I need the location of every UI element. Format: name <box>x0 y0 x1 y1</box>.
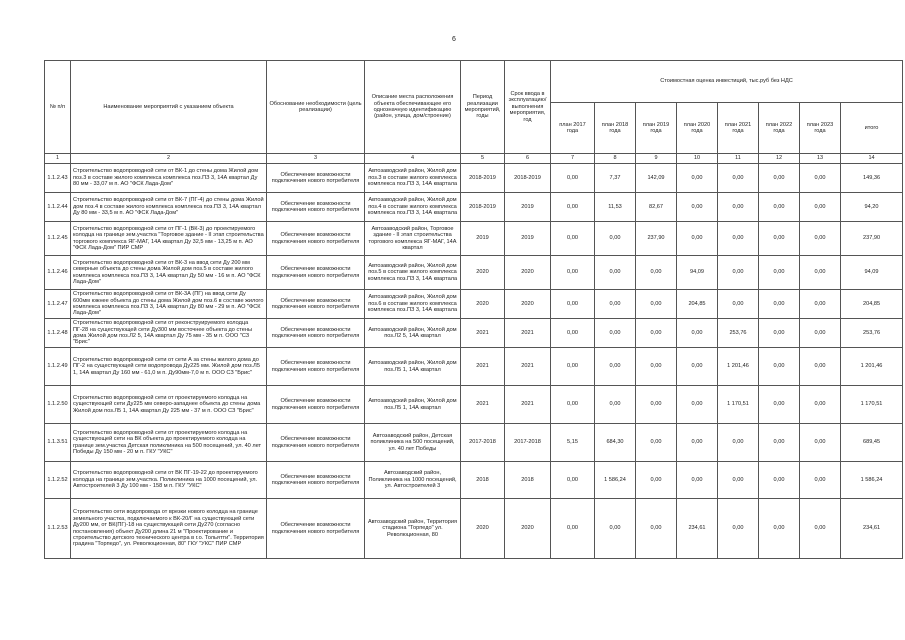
row-year-value: 0,00 <box>595 290 636 319</box>
table-row <box>45 222 903 256</box>
row-year-value: 0,00 <box>759 499 800 559</box>
row-year-value: 0,00 <box>551 290 595 319</box>
row-year-value: 0,00 <box>718 256 759 290</box>
column-index: 12 <box>759 154 800 164</box>
row-number: 1.1.2.53 <box>45 499 71 559</box>
header-total: итого <box>841 102 903 153</box>
table-row <box>45 319 903 348</box>
header-num: № п/п <box>45 61 71 154</box>
column-index: 14 <box>841 154 903 164</box>
row-name: Строительство водопроводной сети от сети А за стены жилого дома до ПГ-2 на существующей сети водопровода Ду225 мм. Жилой дом поз.Л5 1, 14А квартал Ду 160 мм - 61,0 м п. Ду90мм-7,0 м п. ООО СЗ "Брис" <box>71 348 267 386</box>
row-year-value: 0,00 <box>551 222 595 256</box>
row-name: Строительство водопроводной сети от ВК-7 (ПГ-4) до стены дома Жилой дом поз.4 в составе жилого комплекса комплекса поз.ПЗ 3, 14А квартал Ду 80 мм - 33,5 м п. АО "ФСК Лада-Дом" <box>71 193 267 222</box>
row-year-value: 0,00 <box>551 164 595 193</box>
row-reason: Обеспечение возможности подключения нового потребителя <box>267 499 365 559</box>
row-year-value: 0,00 <box>800 193 841 222</box>
row-year-value: 0,00 <box>800 386 841 424</box>
row-name: Строительство водопроводной сети от ВК-1 до стены дома Жилой дом поз.3 в составе жилого комплекса комплекса поз.ПЗ 3, 14А квартал Ду 80 мм - 33,07 м п. АО "ФСК Лада-Дом" <box>71 164 267 193</box>
column-index: 13 <box>800 154 841 164</box>
table-row <box>45 164 903 193</box>
row-year-value: 0,00 <box>759 348 800 386</box>
row-name: Строительство водопроводной сети от ВК ПГ-19-22 до проектируемого колодца на границе зем.участка. Поликлиника на 1000 посещений, ул. Автостроителей 3 Ду 100 мм - 158 м п. ГКУ "УКС" <box>71 462 267 499</box>
header-cost-group: Стоимостная оценка инвестиций, тыс.руб без НДС <box>551 61 903 103</box>
row-number: 1.1.2.50 <box>45 386 71 424</box>
row-location: Автозаводский район, Жилой дом поз.Л5 1, 14А квартал <box>365 386 461 424</box>
row-number: 1.1.2.48 <box>45 319 71 348</box>
header-year: план 2018 года <box>595 102 636 153</box>
row-year-value: 0,00 <box>718 193 759 222</box>
row-year-value: 0,00 <box>636 256 677 290</box>
row-year-value: 142,09 <box>636 164 677 193</box>
row-period: 2020 <box>461 499 505 559</box>
column-index: 1 <box>45 154 71 164</box>
row-year-value: 0,00 <box>677 319 718 348</box>
table-row <box>45 462 903 499</box>
column-index: 8 <box>595 154 636 164</box>
row-year-value: 0,00 <box>551 319 595 348</box>
row-year-value: 234,61 <box>677 499 718 559</box>
row-year-value: 0,00 <box>800 462 841 499</box>
row-reason: Обеспечение возможности подключения нового потребителя <box>267 290 365 319</box>
row-deadline: 2017-2018 <box>505 424 551 462</box>
row-deadline: 2020 <box>505 256 551 290</box>
row-year-value: 0,00 <box>759 319 800 348</box>
row-year-value: 1 170,51 <box>718 386 759 424</box>
row-number: 1.1.2.44 <box>45 193 71 222</box>
row-year-value: 0,00 <box>677 462 718 499</box>
row-reason: Обеспечение возможности подключения нового потребителя <box>267 256 365 290</box>
row-year-value: 1 201,46 <box>718 348 759 386</box>
column-index: 9 <box>636 154 677 164</box>
row-year-value: 0,00 <box>718 424 759 462</box>
row-year-value: 0,00 <box>718 290 759 319</box>
header-year: план 2019 года <box>636 102 677 153</box>
row-year-value: 82,67 <box>636 193 677 222</box>
row-period: 2019 <box>461 222 505 256</box>
row-year-value: 0,00 <box>800 424 841 462</box>
row-year-value: 1 586,24 <box>595 462 636 499</box>
row-reason: Обеспечение возможности подключения нового потребителя <box>267 424 365 462</box>
row-year-value: 0,00 <box>677 348 718 386</box>
header-deadline: Срок ввода в эксплуатацию/выполнения мероприятия, год <box>505 61 551 154</box>
header-name: Наименование мероприятий с указанием объекта <box>71 61 267 154</box>
row-year-value: 0,00 <box>800 290 841 319</box>
row-location: Автозаводский район, Жилой дом поз.Л2 5, 14А квартал <box>365 319 461 348</box>
column-index: 11 <box>718 154 759 164</box>
row-year-value: 0,00 <box>677 164 718 193</box>
column-index: 5 <box>461 154 505 164</box>
row-number: 1.1.3.51 <box>45 424 71 462</box>
row-year-value: 0,00 <box>636 386 677 424</box>
row-year-value: 0,00 <box>636 499 677 559</box>
row-reason: Обеспечение возможности подключения нового потребителя <box>267 222 365 256</box>
row-total: 204,85 <box>841 290 903 319</box>
row-year-value: 0,00 <box>677 424 718 462</box>
header-location: Описание места расположения объекта обеспечивающее его однозначную идентификацию (район, улица, дом/строение) <box>365 61 461 154</box>
row-number: 1.1.2.47 <box>45 290 71 319</box>
row-year-value: 0,00 <box>636 348 677 386</box>
row-year-value: 0,00 <box>800 319 841 348</box>
row-year-value: 0,00 <box>595 348 636 386</box>
header-year: план 2020 года <box>677 102 718 153</box>
row-location: Автозаводский район, Жилой дом поз.3 в составе жилого комплекса комплекса поз.ПЗ 3, 14А квартала <box>365 164 461 193</box>
row-number: 1.1.2.45 <box>45 222 71 256</box>
row-year-value: 0,00 <box>551 256 595 290</box>
row-total: 94,09 <box>841 256 903 290</box>
row-total: 237,90 <box>841 222 903 256</box>
row-year-value: 0,00 <box>800 499 841 559</box>
row-total: 94,20 <box>841 193 903 222</box>
row-year-value: 0,00 <box>636 462 677 499</box>
row-name: Строительство водопроводной сети от ВК-3А (ПГ) на ввод сети Ду 600мм южнее объекта до стены дома Жилой дом поз.6 в составе жилого комплекса комплекса поз.ПЗ 3, 14А квартал Ду 80 мм - 29 м п. АО "ФСК Лада-Дом" <box>71 290 267 319</box>
row-number: 1.1.2.46 <box>45 256 71 290</box>
row-number: 1.1.2.52 <box>45 462 71 499</box>
table-row <box>45 499 903 559</box>
row-year-value: 0,00 <box>551 386 595 424</box>
row-year-value: 0,00 <box>551 462 595 499</box>
row-deadline: 2018-2019 <box>505 164 551 193</box>
row-period: 2018 <box>461 462 505 499</box>
row-location: Автозаводский район, Поликлиника на 1000 посещений, ул. Автостроителей 3 <box>365 462 461 499</box>
row-year-value: 0,00 <box>595 256 636 290</box>
row-year-value: 0,00 <box>800 164 841 193</box>
row-number: 1.1.2.49 <box>45 348 71 386</box>
row-reason: Обеспечение возможности подключения нового потребителя <box>267 348 365 386</box>
header-reason: Обоснование необходимости (цель реализации) <box>267 61 365 154</box>
row-total: 149,36 <box>841 164 903 193</box>
row-period: 2021 <box>461 348 505 386</box>
row-year-value: 11,53 <box>595 193 636 222</box>
header-year: план 2017 года <box>551 102 595 153</box>
row-year-value: 0,00 <box>718 222 759 256</box>
table-row <box>45 424 903 462</box>
row-year-value: 0,00 <box>636 319 677 348</box>
table-row <box>45 193 903 222</box>
row-year-value: 7,37 <box>595 164 636 193</box>
row-year-value: 0,00 <box>677 193 718 222</box>
row-location: Автозаводский район, Территория стадиона "Торпедо" ул. Революционная, 80 <box>365 499 461 559</box>
column-index: 7 <box>551 154 595 164</box>
row-deadline: 2018 <box>505 462 551 499</box>
page-number: 6 <box>452 36 456 43</box>
row-period: 2021 <box>461 319 505 348</box>
row-year-value: 0,00 <box>636 424 677 462</box>
row-year-value: 0,00 <box>551 499 595 559</box>
row-period: 2018-2019 <box>461 164 505 193</box>
row-period: 2017-2018 <box>461 424 505 462</box>
row-year-value: 684,30 <box>595 424 636 462</box>
row-year-value: 0,00 <box>636 290 677 319</box>
row-year-value: 0,00 <box>595 386 636 424</box>
row-total: 1 201,46 <box>841 348 903 386</box>
row-deadline: 2019 <box>505 193 551 222</box>
table-row <box>45 386 903 424</box>
row-number: 1.1.2.43 <box>45 164 71 193</box>
row-period: 2020 <box>461 256 505 290</box>
row-location: Автозаводский район, Жилой дом поз.6 в составе жилого комплекса комплекса поз.ПЗ 3, 14А квартала <box>365 290 461 319</box>
row-reason: Обеспечение возможности подключения нового потребителя <box>267 386 365 424</box>
row-year-value: 5,15 <box>551 424 595 462</box>
row-year-value: 0,00 <box>677 222 718 256</box>
row-name: Строительство водопроводной сети от проектируемого колодца на существующей сети Ду225 мм северо-западнее объекта до стены дома Жилой дом поз.Л5 1, 14А квартал Ду 225 мм - 37 м п. ООО СЗ "Брис" <box>71 386 267 424</box>
row-year-value: 0,00 <box>718 462 759 499</box>
row-year-value: 237,90 <box>636 222 677 256</box>
row-year-value: 0,00 <box>800 222 841 256</box>
row-period: 2020 <box>461 290 505 319</box>
column-index: 2 <box>71 154 267 164</box>
table-row <box>45 348 903 386</box>
row-location: Автозаводский район, Торговое здание - II этап строительства торгового комплекса ЯГ-МАГ, 14А квартал <box>365 222 461 256</box>
row-location: Автозаводский район, Жилой дом поз.4 в составе жилого комплекса комплекса поз.ПЗ 3, 14А квартала <box>365 193 461 222</box>
row-name: Строительство водопроводной сети от ПГ-1 (ВК-3) до проектируемого колодца на границе зем.участка "Торговое здание - II этап строительства торгового комплекса ЯГ-МАГ, 14А квартал Ду 32,5 мм - 13,25 м п. АО "ФСК Лада-Дом" ПИР СМР <box>71 222 267 256</box>
row-location: Автозаводский район, Жилой дом поз.5 в составе жилого комплекса комплекса поз.ПЗ 3, 14А квартала <box>365 256 461 290</box>
row-deadline: 2021 <box>505 319 551 348</box>
row-year-value: 0,00 <box>759 222 800 256</box>
column-index: 10 <box>677 154 718 164</box>
row-year-value: 0,00 <box>759 256 800 290</box>
header-period: Период реализации мероприятий, годы <box>461 61 505 154</box>
table-row <box>45 290 903 319</box>
row-deadline: 2020 <box>505 290 551 319</box>
row-name: Строительство сети водопровода от врезки нового колодца на границе земельного участка, подключаемого к ВК-20/Г на существующей сети Ду200 мм, от ВК(ПГ)-18 на существующей сети Ду270 (согласно постановления) объект Ду200 длина 21 м "Проектирование и строительство детского технического центра в г.о. Тольятти". Территория градина "Торпедо", ул. Революционная, 80" ГКУ "УКС" ПИР СМР <box>71 499 267 559</box>
row-year-value: 253,76 <box>718 319 759 348</box>
row-location: Автозаводский район, Жилой дом поз.Л5 1, 14А квартал <box>365 348 461 386</box>
header-year: план 2021 года <box>718 102 759 153</box>
row-year-value: 0,00 <box>759 193 800 222</box>
row-total: 234,61 <box>841 499 903 559</box>
row-year-value: 0,00 <box>759 164 800 193</box>
row-reason: Обеспечение возможности подключения нового потребителя <box>267 462 365 499</box>
row-total: 689,45 <box>841 424 903 462</box>
row-name: Строительство водопроводной сети от проектируемого колодца на существующей сети на ВК объекта до проектируемого колодца на границе зем.участка Детская поликлиника на 500 посещений, ул. 40 лет Победы Ду 150 мм - 20 м п. ГКУ "УКС" <box>71 424 267 462</box>
row-year-value: 0,00 <box>718 164 759 193</box>
row-year-value: 0,00 <box>595 319 636 348</box>
row-year-value: 204,85 <box>677 290 718 319</box>
column-index: 3 <box>267 154 365 164</box>
row-year-value: 0,00 <box>759 386 800 424</box>
row-year-value: 0,00 <box>759 462 800 499</box>
table-row <box>45 256 903 290</box>
row-deadline: 2020 <box>505 499 551 559</box>
row-deadline: 2019 <box>505 222 551 256</box>
row-year-value: 0,00 <box>759 424 800 462</box>
row-year-value: 0,00 <box>800 256 841 290</box>
row-total: 1 170,51 <box>841 386 903 424</box>
row-reason: Обеспечение возможности подключения нового потребителя <box>267 164 365 193</box>
column-index: 6 <box>505 154 551 164</box>
column-index: 4 <box>365 154 461 164</box>
row-year-value: 0,00 <box>595 222 636 256</box>
row-location: Автозаводский район, Детская поликлиника на 500 посещений, ул. 40 лет Победы <box>365 424 461 462</box>
row-year-value: 94,09 <box>677 256 718 290</box>
row-year-value: 0,00 <box>800 348 841 386</box>
row-period: 2018-2019 <box>461 193 505 222</box>
row-year-value: 0,00 <box>551 348 595 386</box>
row-name: Строительство водопроводной сети от ВК-3 на ввод сети Ду 200 мм северные объекта до стены дома Жилой дом поз.5 в составе жилого комплекса комплекса поз.ПЗ 3, 14А квартал Ду 50 мм - 16 м п. АО "ФСК Лада-Дом" <box>71 256 267 290</box>
row-deadline: 2021 <box>505 348 551 386</box>
header-year: план 2023 года <box>800 102 841 153</box>
row-reason: Обеспечение возможности подключения нового потребителя <box>267 319 365 348</box>
row-total: 253,76 <box>841 319 903 348</box>
row-year-value: 0,00 <box>718 499 759 559</box>
row-period: 2021 <box>461 386 505 424</box>
row-deadline: 2021 <box>505 386 551 424</box>
header-year: план 2022 года <box>759 102 800 153</box>
row-year-value: 0,00 <box>759 290 800 319</box>
row-year-value: 0,00 <box>595 499 636 559</box>
row-reason: Обеспечение возможности подключения нового потребителя <box>267 193 365 222</box>
row-total: 1 586,24 <box>841 462 903 499</box>
row-year-value: 0,00 <box>551 193 595 222</box>
investment-table <box>44 60 903 559</box>
row-year-value: 0,00 <box>677 386 718 424</box>
row-name: Строительство водопроводной сети от реконструируемого колодца ПГ-28 на существующей сети Ду300 мм восточнее объекта до стены дома Жилой дом поз.Л2 5, 14А квартал Ду 75 мм - 35 м п. ООО "СЗ "Брис" <box>71 319 267 348</box>
